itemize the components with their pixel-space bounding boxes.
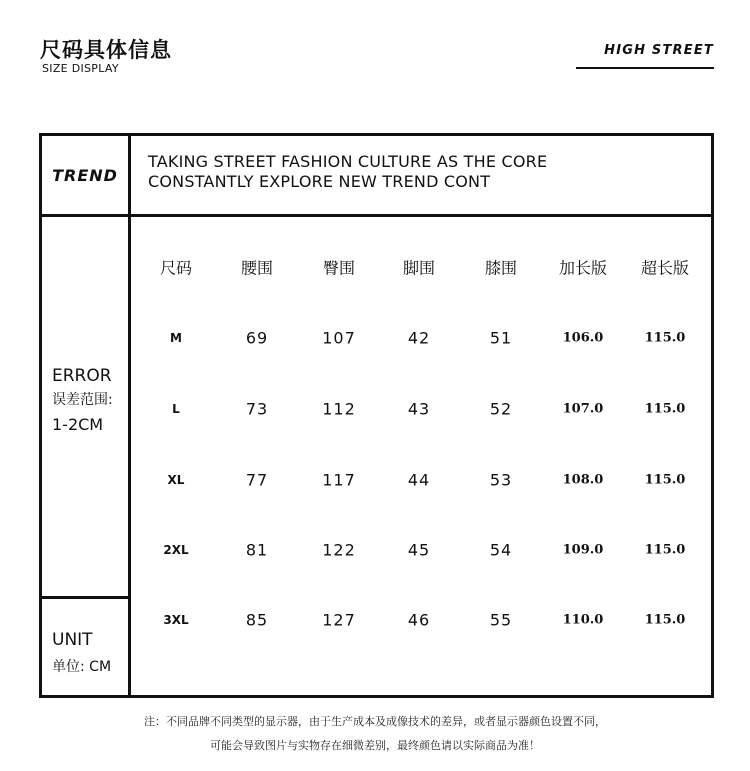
cell-size: 3XL bbox=[163, 613, 189, 627]
cell-extra-long: 115.0 bbox=[644, 330, 686, 346]
unit-block bbox=[52, 628, 111, 682]
divider-horizontal-top bbox=[42, 214, 711, 217]
cell-extra-long: 115.0 bbox=[644, 542, 686, 558]
error-value: 1-2CM bbox=[52, 415, 104, 434]
tagline bbox=[148, 152, 547, 192]
error-label: 误差范围: bbox=[52, 392, 113, 408]
cell-extra-long: 115.0 bbox=[644, 612, 686, 628]
cell-knee: 55 bbox=[489, 610, 513, 630]
cell-foot: 43 bbox=[407, 399, 431, 419]
cell-knee: 52 bbox=[489, 399, 513, 419]
trend-label: TREND bbox=[52, 165, 118, 185]
cell-waist: 77 bbox=[245, 470, 269, 490]
cell-knee: 53 bbox=[489, 470, 513, 490]
column-header-waist: 腰围 bbox=[240, 258, 274, 278]
column-header-hip: 臀围 bbox=[322, 258, 356, 278]
cell-extra-long: 115.0 bbox=[644, 472, 686, 488]
column-header-foot: 脚围 bbox=[402, 258, 436, 278]
page-subtitle: SIZE DISPLAY bbox=[42, 62, 119, 75]
cell-size: XL bbox=[167, 473, 185, 487]
column-header-extra-long: 超长版 bbox=[640, 258, 690, 278]
cell-hip: 107 bbox=[322, 328, 356, 348]
note-line-1: 注：不同品牌不同类型的显示器，由于生产成本及成像技术的差异，或者显示器颜色设置不同， bbox=[144, 715, 606, 728]
cell-hip: 117 bbox=[322, 470, 356, 490]
cell-long: 109.0 bbox=[562, 542, 604, 558]
cell-waist: 69 bbox=[245, 328, 269, 348]
tagline-line-1: TAKING STREET FASHION CULTURE AS THE CORE bbox=[148, 152, 548, 171]
cell-long: 107.0 bbox=[562, 401, 604, 417]
error-block bbox=[52, 364, 113, 438]
page-title: 尺码具体信息 bbox=[40, 37, 172, 62]
cell-waist: 73 bbox=[245, 399, 269, 419]
cell-knee: 54 bbox=[489, 540, 513, 560]
unit-title: UNIT bbox=[52, 630, 93, 650]
note-line-2: 可能会导致图片与实物存在细微差别，最终颜色请以实际商品为准！ bbox=[210, 739, 540, 752]
unit-label: 单位: CM bbox=[52, 659, 112, 675]
size-table-frame bbox=[39, 133, 714, 698]
tagline-line-2: CONSTANTLY EXPLORE NEW TREND CONT bbox=[148, 172, 491, 191]
cell-waist: 85 bbox=[245, 610, 269, 630]
cell-size: M bbox=[170, 331, 182, 345]
cell-hip: 112 bbox=[322, 399, 356, 419]
cell-long: 110.0 bbox=[562, 612, 604, 628]
column-header-knee: 膝围 bbox=[484, 258, 518, 278]
cell-hip: 122 bbox=[322, 540, 356, 560]
cell-size: L bbox=[172, 402, 180, 416]
divider-horizontal-left bbox=[42, 596, 130, 599]
cell-long: 106.0 bbox=[562, 330, 604, 346]
cell-extra-long: 115.0 bbox=[644, 401, 686, 417]
column-header-long: 加长版 bbox=[558, 258, 608, 278]
divider-vertical bbox=[128, 136, 131, 695]
cell-foot: 46 bbox=[407, 610, 431, 630]
cell-size: 2XL bbox=[163, 543, 189, 557]
cell-foot: 44 bbox=[407, 470, 431, 490]
cell-waist: 81 bbox=[245, 540, 269, 560]
cell-hip: 127 bbox=[322, 610, 356, 630]
column-header-size: 尺码 bbox=[159, 258, 193, 278]
cell-foot: 45 bbox=[407, 540, 431, 560]
cell-long: 108.0 bbox=[562, 472, 604, 488]
cell-foot: 42 bbox=[407, 328, 431, 348]
error-title: ERROR bbox=[52, 366, 112, 386]
brand-label: HIGH STREET bbox=[576, 43, 714, 69]
cell-knee: 51 bbox=[489, 328, 513, 348]
